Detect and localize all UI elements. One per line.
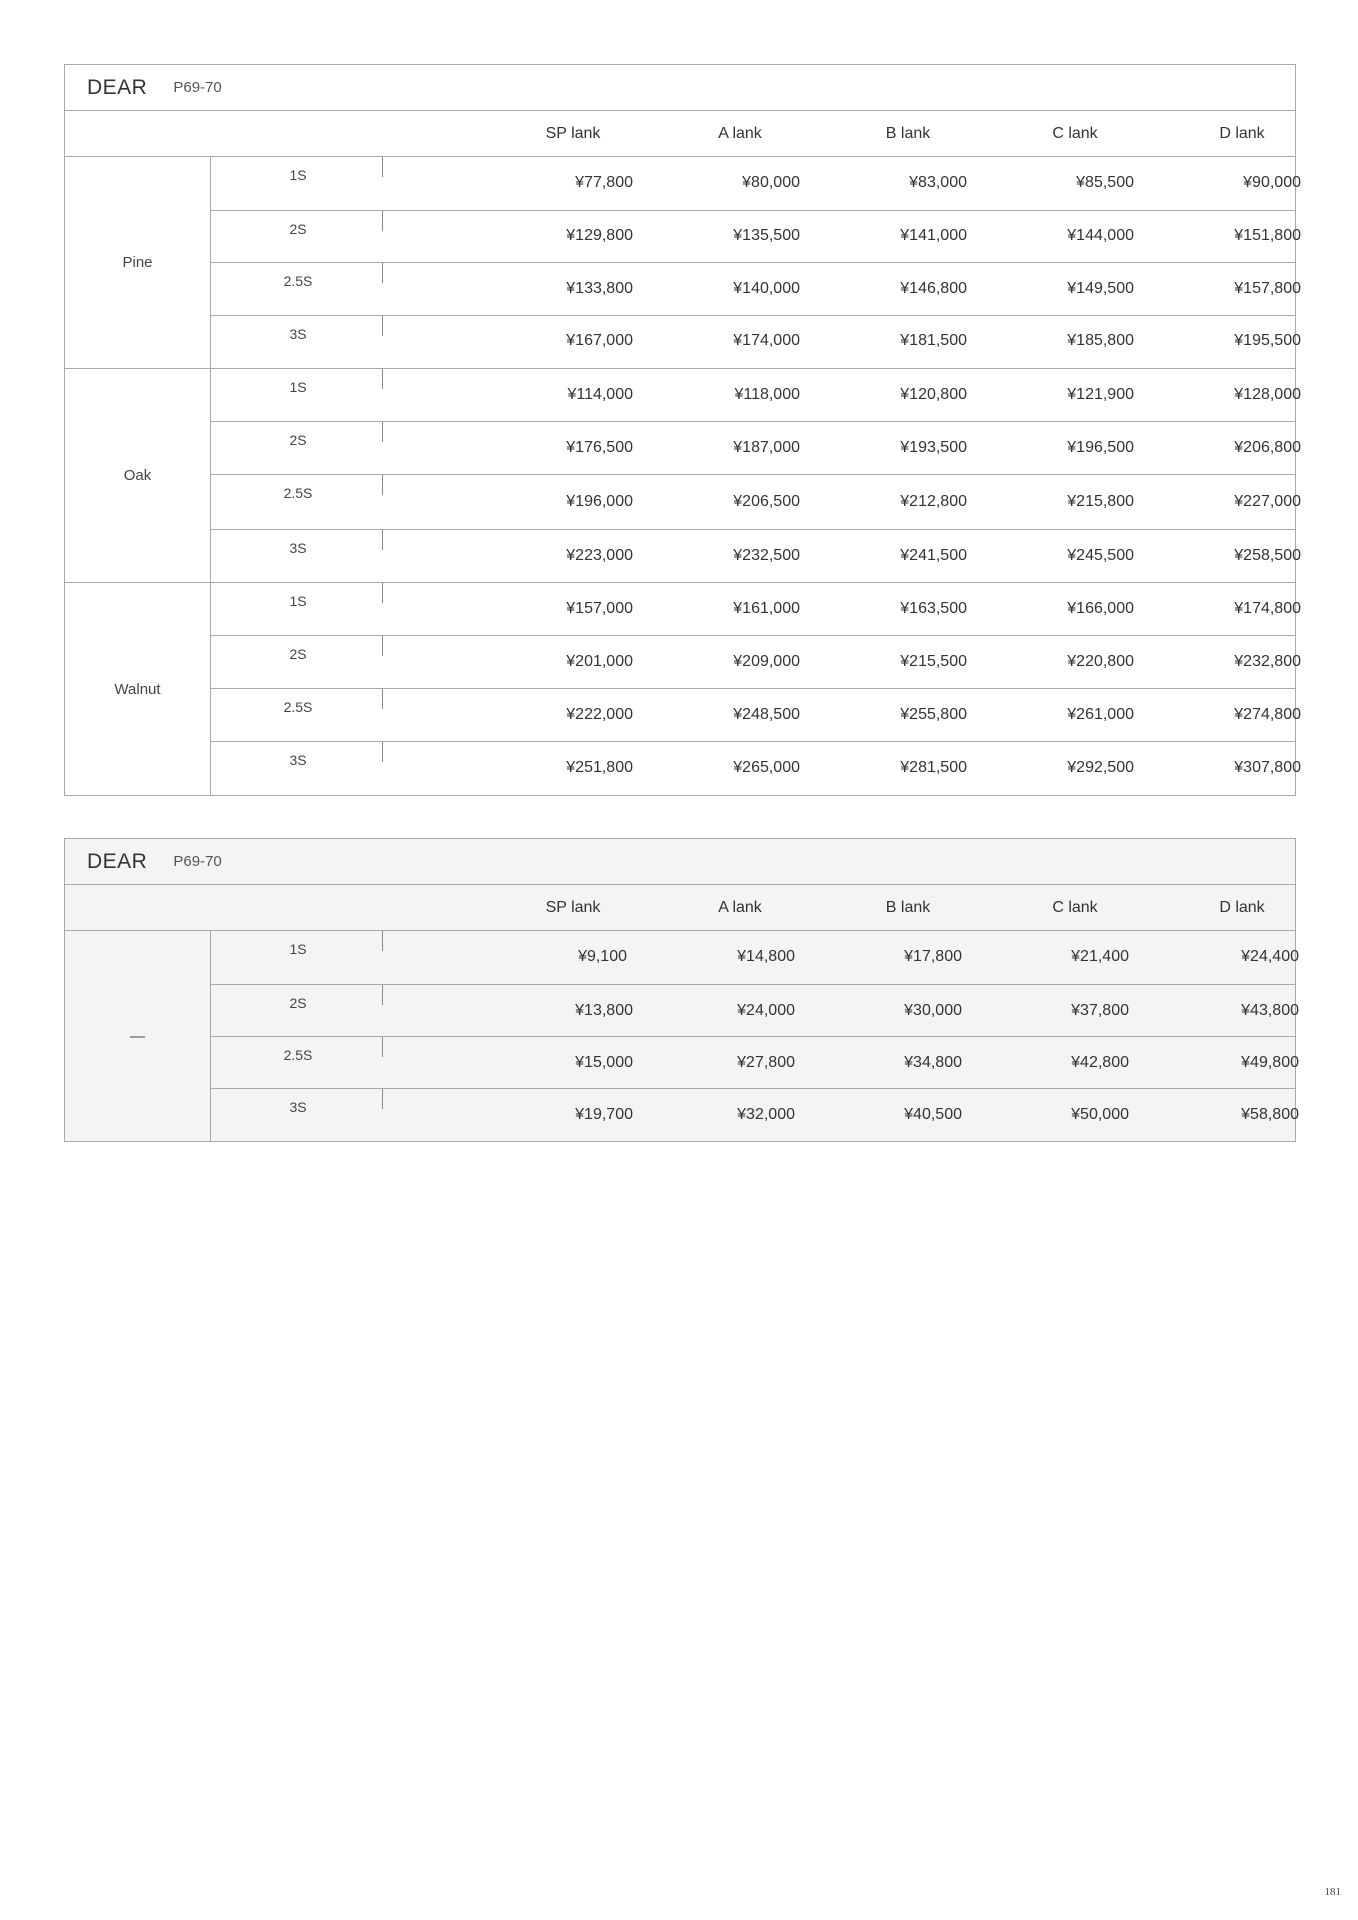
price-c: ¥292,500 [1067, 759, 1134, 776]
price-a: ¥209,000 [733, 653, 800, 670]
price-c: ¥196,500 [1067, 439, 1134, 456]
price-sp: ¥157,000 [566, 600, 633, 617]
price-b: ¥120,800 [900, 386, 967, 403]
table-row [211, 636, 1301, 689]
size-label: 2S [289, 646, 307, 662]
group-walnut [65, 583, 1301, 795]
price-a: ¥232,500 [733, 547, 800, 564]
row-divider-tick [382, 985, 383, 1005]
table-row [211, 1037, 1299, 1089]
row-divider-tick [382, 422, 383, 442]
price-b: ¥163,500 [900, 600, 967, 617]
table-title: DEAR [87, 75, 148, 99]
row-divider-tick [382, 636, 383, 656]
size-label: 2S [289, 221, 307, 237]
price-b: ¥281,500 [900, 759, 967, 776]
price-b: ¥255,800 [900, 706, 967, 723]
price-d: ¥151,800 [1234, 227, 1301, 244]
table-row [211, 689, 1301, 742]
price-a: ¥248,500 [733, 706, 800, 723]
price-c: ¥42,800 [1071, 1054, 1129, 1071]
table-row [211, 583, 1301, 636]
table-page-ref: P69-70 [173, 853, 222, 870]
price-a: ¥135,500 [733, 227, 800, 244]
price-sp: ¥9,100 [578, 948, 627, 965]
price-d: ¥24,400 [1241, 948, 1299, 965]
column-header-d: D lank [1219, 899, 1265, 916]
table-row [211, 475, 1301, 530]
price-b: ¥241,500 [900, 547, 967, 564]
table-row [211, 316, 1301, 368]
price-d: ¥232,800 [1234, 653, 1301, 670]
price-c: ¥185,800 [1067, 332, 1134, 349]
row-divider-tick [382, 211, 383, 231]
price-sp: ¥13,800 [575, 1002, 633, 1019]
price-a: ¥265,000 [733, 759, 800, 776]
price-b: ¥83,000 [909, 174, 967, 191]
size-label: 3S [289, 752, 307, 768]
price-d: ¥128,000 [1234, 386, 1301, 403]
row-divider-tick [382, 475, 383, 495]
price-a: ¥27,800 [737, 1054, 795, 1071]
price-d: ¥258,500 [1234, 547, 1301, 564]
column-header-sp: SP lank [545, 125, 601, 142]
size-label: 1S [289, 167, 307, 183]
size-label: 3S [289, 540, 307, 556]
price-sp: ¥251,800 [566, 759, 633, 776]
price-a: ¥206,500 [733, 493, 800, 510]
price-table-2 [64, 838, 1299, 1142]
price-d: ¥49,800 [1241, 1054, 1299, 1071]
group-pine [65, 157, 1301, 369]
price-d: ¥307,800 [1234, 759, 1301, 776]
table-header [65, 839, 1295, 885]
column-header-row [65, 111, 1295, 157]
table-header [65, 65, 1295, 111]
column-header-c: C lank [1052, 125, 1098, 142]
price-b: ¥17,800 [904, 948, 962, 965]
price-b: ¥212,800 [900, 493, 967, 510]
size-label: 2.5S [283, 485, 313, 501]
price-d: ¥195,500 [1234, 332, 1301, 349]
price-sp: ¥77,800 [575, 174, 633, 191]
price-c: ¥245,500 [1067, 547, 1134, 564]
table-row [211, 931, 1299, 985]
row-divider-tick [382, 157, 383, 177]
size-label: 1S [289, 379, 307, 395]
price-c: ¥50,000 [1071, 1106, 1129, 1123]
table-row [211, 530, 1301, 582]
price-c: ¥21,400 [1071, 948, 1129, 965]
size-label: 2.5S [283, 1047, 313, 1063]
wood-label: — [65, 931, 211, 1141]
column-header-a: A lank [718, 125, 762, 142]
size-label: 2.5S [283, 273, 313, 289]
size-label: 1S [289, 941, 307, 957]
price-c: ¥261,000 [1067, 706, 1134, 723]
price-b: ¥34,800 [904, 1054, 962, 1071]
price-b: ¥215,500 [900, 653, 967, 670]
price-d: ¥90,000 [1243, 174, 1301, 191]
price-sp: ¥19,700 [575, 1106, 633, 1123]
price-c: ¥149,500 [1067, 280, 1134, 297]
table-row [211, 985, 1299, 1037]
column-header-b: B lank [885, 125, 931, 142]
row-divider-tick [382, 583, 383, 603]
price-d: ¥58,800 [1241, 1106, 1299, 1123]
price-table-1 [64, 64, 1301, 796]
price-a: ¥118,000 [734, 386, 800, 403]
price-a: ¥174,000 [733, 332, 800, 349]
table-row [211, 211, 1301, 263]
price-b: ¥181,500 [900, 332, 967, 349]
price-a: ¥187,000 [733, 439, 800, 456]
table-row [211, 369, 1301, 422]
price-b: ¥141,000 [900, 227, 967, 244]
price-a: ¥161,000 [733, 600, 800, 617]
row-divider-tick [382, 369, 383, 389]
row-divider-tick [382, 931, 383, 951]
price-a: ¥140,000 [733, 280, 800, 297]
wood-label: Walnut [65, 583, 211, 795]
price-c: ¥220,800 [1067, 653, 1134, 670]
page-number: 181 [1324, 1886, 1341, 1898]
price-b: ¥40,500 [904, 1106, 962, 1123]
wood-label: Oak [65, 369, 211, 582]
price-d: ¥274,800 [1234, 706, 1301, 723]
price-sp: ¥15,000 [575, 1054, 633, 1071]
row-divider-tick [382, 742, 383, 762]
price-c: ¥215,800 [1067, 493, 1134, 510]
size-label: 3S [289, 326, 307, 342]
price-c: ¥166,000 [1067, 600, 1134, 617]
price-sp: ¥114,000 [567, 386, 633, 403]
price-a: ¥14,800 [737, 948, 795, 965]
price-c: ¥121,900 [1067, 386, 1134, 403]
price-c: ¥37,800 [1071, 1002, 1129, 1019]
price-a: ¥24,000 [737, 1002, 795, 1019]
column-header-a: A lank [718, 899, 762, 916]
size-label: 2S [289, 432, 307, 448]
table-row [211, 263, 1301, 316]
table-row [211, 1089, 1299, 1141]
price-d: ¥206,800 [1234, 439, 1301, 456]
price-sp: ¥133,800 [566, 280, 633, 297]
price-a: ¥80,000 [742, 174, 800, 191]
price-b: ¥193,500 [900, 439, 967, 456]
column-header-d: D lank [1219, 125, 1265, 142]
row-divider-tick [382, 530, 383, 550]
price-a: ¥32,000 [737, 1106, 795, 1123]
price-d: ¥157,800 [1234, 280, 1301, 297]
price-sp: ¥222,000 [566, 706, 633, 723]
group-oak [65, 369, 1301, 583]
price-sp: ¥129,800 [566, 227, 633, 244]
price-sp: ¥196,000 [566, 493, 633, 510]
row-divider-tick [382, 689, 383, 709]
table-row [211, 422, 1301, 475]
size-label: 2S [289, 995, 307, 1011]
row-divider-tick [382, 316, 383, 336]
row-divider-tick [382, 1037, 383, 1057]
price-b: ¥146,800 [900, 280, 967, 297]
price-d: ¥174,800 [1234, 600, 1301, 617]
price-d: ¥43,800 [1241, 1002, 1299, 1019]
price-sp: ¥167,000 [566, 332, 633, 349]
row-divider-tick [382, 263, 383, 283]
column-header-c: C lank [1052, 899, 1098, 916]
price-c: ¥85,500 [1076, 174, 1134, 191]
table-row [211, 742, 1301, 795]
size-label: 2.5S [283, 699, 313, 715]
column-header-sp: SP lank [545, 899, 601, 916]
price-d: ¥227,000 [1234, 493, 1301, 510]
table-title: DEAR [87, 849, 148, 873]
wood-label: Pine [65, 157, 211, 368]
price-c: ¥144,000 [1067, 227, 1134, 244]
row-divider-tick [382, 1089, 383, 1109]
price-sp: ¥223,000 [566, 547, 633, 564]
price-sp: ¥201,000 [566, 653, 633, 670]
price-b: ¥30,000 [904, 1002, 962, 1019]
table-page-ref: P69-70 [173, 79, 222, 96]
group-accessory [65, 931, 1299, 1141]
table-row [211, 157, 1301, 211]
size-label: 1S [289, 593, 307, 609]
size-label: 3S [289, 1099, 307, 1115]
column-header-row [65, 885, 1295, 931]
column-header-b: B lank [885, 899, 931, 916]
price-sp: ¥176,500 [566, 439, 633, 456]
